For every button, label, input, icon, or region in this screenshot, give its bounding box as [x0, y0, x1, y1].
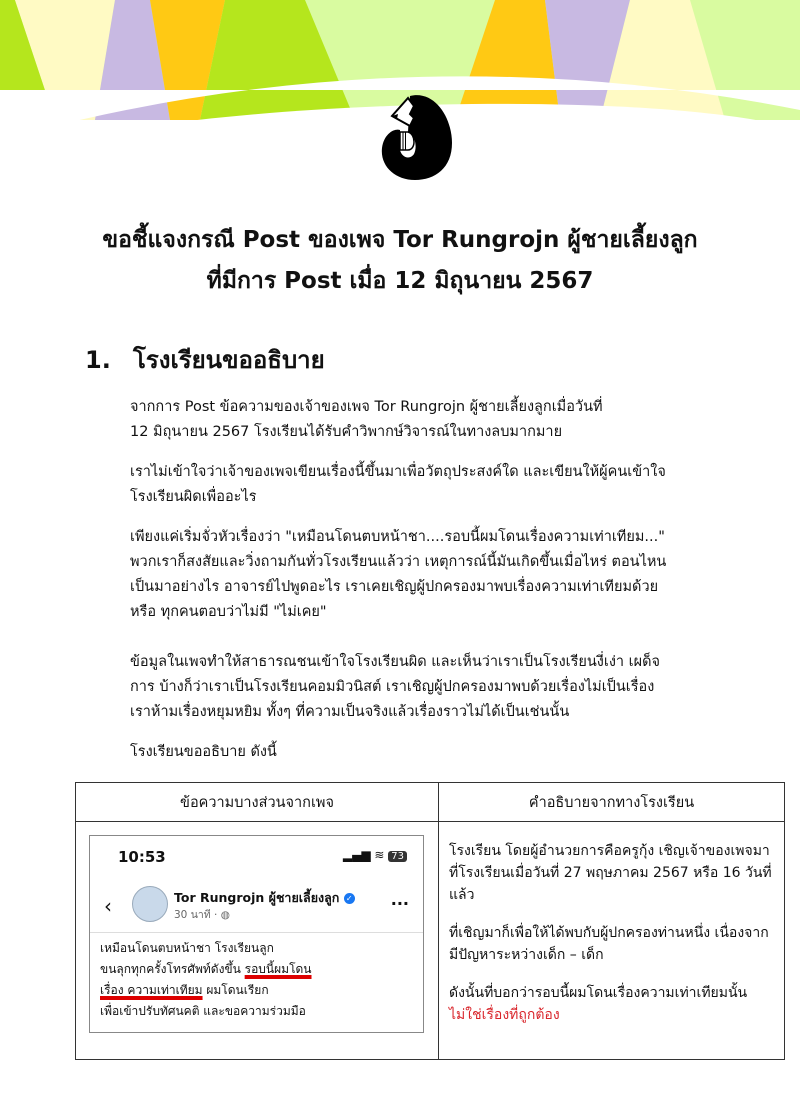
text-line: ข้อมูลในเพจทำให้สาธารณชนเข้าใจโรงเรียนผิด และเห็นว่าเราเป็นโรงเรียนงี่เง่า เผด็จ — [130, 654, 661, 670]
text-line: เราไม่เข้าใจว่าเจ้าของเพจเขียนเรื่องนี้ขึ้นมาเพื่อวัตถุประสงค์ใด และเขียนให้ผู้คนเข้าใจ — [130, 464, 666, 480]
school-logo — [370, 88, 460, 183]
explanation-text: โรงเรียน โดยผู้อำนวยการคือครูกุ้ง เชิญเจ้าของเพจมาที่โรงเรียนเมื่อวันที่ 27 พฤษภาคม 2567 หรือ 16 วันที่แล้ว — [449, 843, 772, 903]
battery-icon: 73 — [388, 851, 407, 862]
text-line: โรงเรียนขออธิบาย ดังนี้ — [130, 744, 277, 760]
text-line: การ บ้างก็ว่าเราเป็นโรงเรียนคอมมิวนิสต์ เราเชิญผู้ปกครองมาพบด้วยเรื่องไม่เป็นเรื่อง — [130, 679, 655, 695]
text-line: เราห้ามเรื่องหยุมหยิม ทั้งๆ ที่ความเป็นจริงแล้วเรื่องราวไม่ได้เป็นเช่นนั้น — [130, 704, 570, 720]
explanation-text: ที่เชิญมาก็เพื่อให้ได้พบกับผู้ปกครองท่านหนึ่ง เนื่องจากมีปัญหาระหว่างเด็ก – เด็ก — [449, 925, 769, 963]
signal-icon: ▂▄▆ — [342, 848, 371, 862]
text-line: โรงเรียนผิดเพื่ออะไร — [130, 489, 257, 505]
status-time: 10:53 — [118, 848, 166, 866]
verified-icon: ✓ — [344, 893, 355, 904]
post-text-segment: ขนลุกทุกครั้งโทรศัพท์ดังขึ้น — [100, 962, 245, 976]
page-name — [174, 888, 355, 908]
explanation-text — [449, 982, 774, 1026]
paragraph-2 — [130, 460, 666, 510]
text-line: จากการ Post ข้อความของเจ้าของเพจ Tor Rungrojn ผู้ชายเลี้ยงลูกเมื่อวันที่ — [130, 399, 603, 415]
post-line — [100, 959, 312, 980]
document-title-line-1: ขอชี้แจงกรณี Post ของเพจ Tor Rungrojn ผู้ชายเลี้ยงลูก — [102, 227, 698, 253]
section-number: 1. — [85, 346, 111, 374]
more-icon: ··· — [390, 894, 409, 913]
status-icons — [343, 848, 407, 862]
section-heading — [85, 340, 325, 379]
divider — [90, 932, 423, 933]
explanation-table — [75, 782, 785, 1060]
post-text — [100, 938, 312, 1022]
document-title-line-2: ที่มีการ Post เมื่อ 12 มิถุนายน 2567 — [206, 268, 594, 294]
paragraph-5 — [130, 740, 277, 765]
text-line: เพียงแค่เริ่มจั่วหัวเรื่องว่า "เหมือนโดนตบหน้าชา....รอบนี้ผมโดนเรื่องความเท่าเทียม..." — [130, 529, 665, 545]
back-icon: ‹ — [104, 894, 112, 918]
post-time: 30 นาที · ◍ — [174, 909, 230, 921]
table-header-page-excerpt: ข้อความบางส่วนจากเพจ — [76, 783, 439, 822]
page-excerpt-cell — [76, 822, 439, 1060]
text-line: พวกเราก็สงสัยและวิ่งถามกันทั่วโรงเรียนแล้วว่า เหตุการณ์นี้มันเกิดขึ้นเมื่อไหร่ ตอนไหน — [130, 554, 667, 570]
avatar — [132, 886, 168, 922]
school-explanation-cell — [439, 822, 785, 1060]
paragraph-1 — [130, 395, 603, 445]
post-line — [100, 980, 312, 1001]
underlined-text: เรื่อง ความเท่าเทียม — [100, 983, 203, 997]
text-line: เป็นมาอย่างไร อาจารย์ไปพูดอะไร เราเคยเชิญผู้ปกครองมาพบเรื่องความเท่าเทียมด้วย — [130, 579, 659, 595]
underlined-text: รอบนี้ผมโดน — [244, 962, 312, 976]
facebook-post-screenshot — [89, 835, 424, 1033]
post-text-segment: ผมโดนเรียก — [202, 983, 269, 997]
post-line: เพื่อเข้าปรับทัศนคติ และขอความร่วมมือ — [100, 1004, 306, 1018]
paragraph-3 — [130, 525, 666, 625]
wifi-icon: ≋ — [374, 848, 385, 862]
explanation-segment: ดังนั้นที่บอกว่ารอบนี้ผมโดนเรื่องความเท่าเทียมนั้น — [449, 985, 748, 1001]
table-header-school-explanation: คำอธิบายจากทางโรงเรียน — [439, 783, 785, 822]
text-line: 12 มิถุนายน 2567 โรงเรียนได้รับคำวิพากษ์วิจารณ์ในทางลบมากมาย — [130, 424, 563, 440]
post-line: เหมือนโดนตบหน้าชา โรงเรียนลูก — [100, 941, 274, 955]
page-name-text: Tor Rungrojn ผู้ชายเลี้ยงลูก — [174, 890, 340, 905]
highlighted-correction: ไม่ใช่เรื่องที่ถูกต้อง — [449, 1007, 560, 1023]
text-line: หรือ ทุกคนตอบว่าไม่มี "ไม่เคย" — [130, 604, 327, 620]
section-title: โรงเรียนขออธิบาย — [133, 346, 325, 374]
paragraph-4 — [130, 650, 660, 725]
